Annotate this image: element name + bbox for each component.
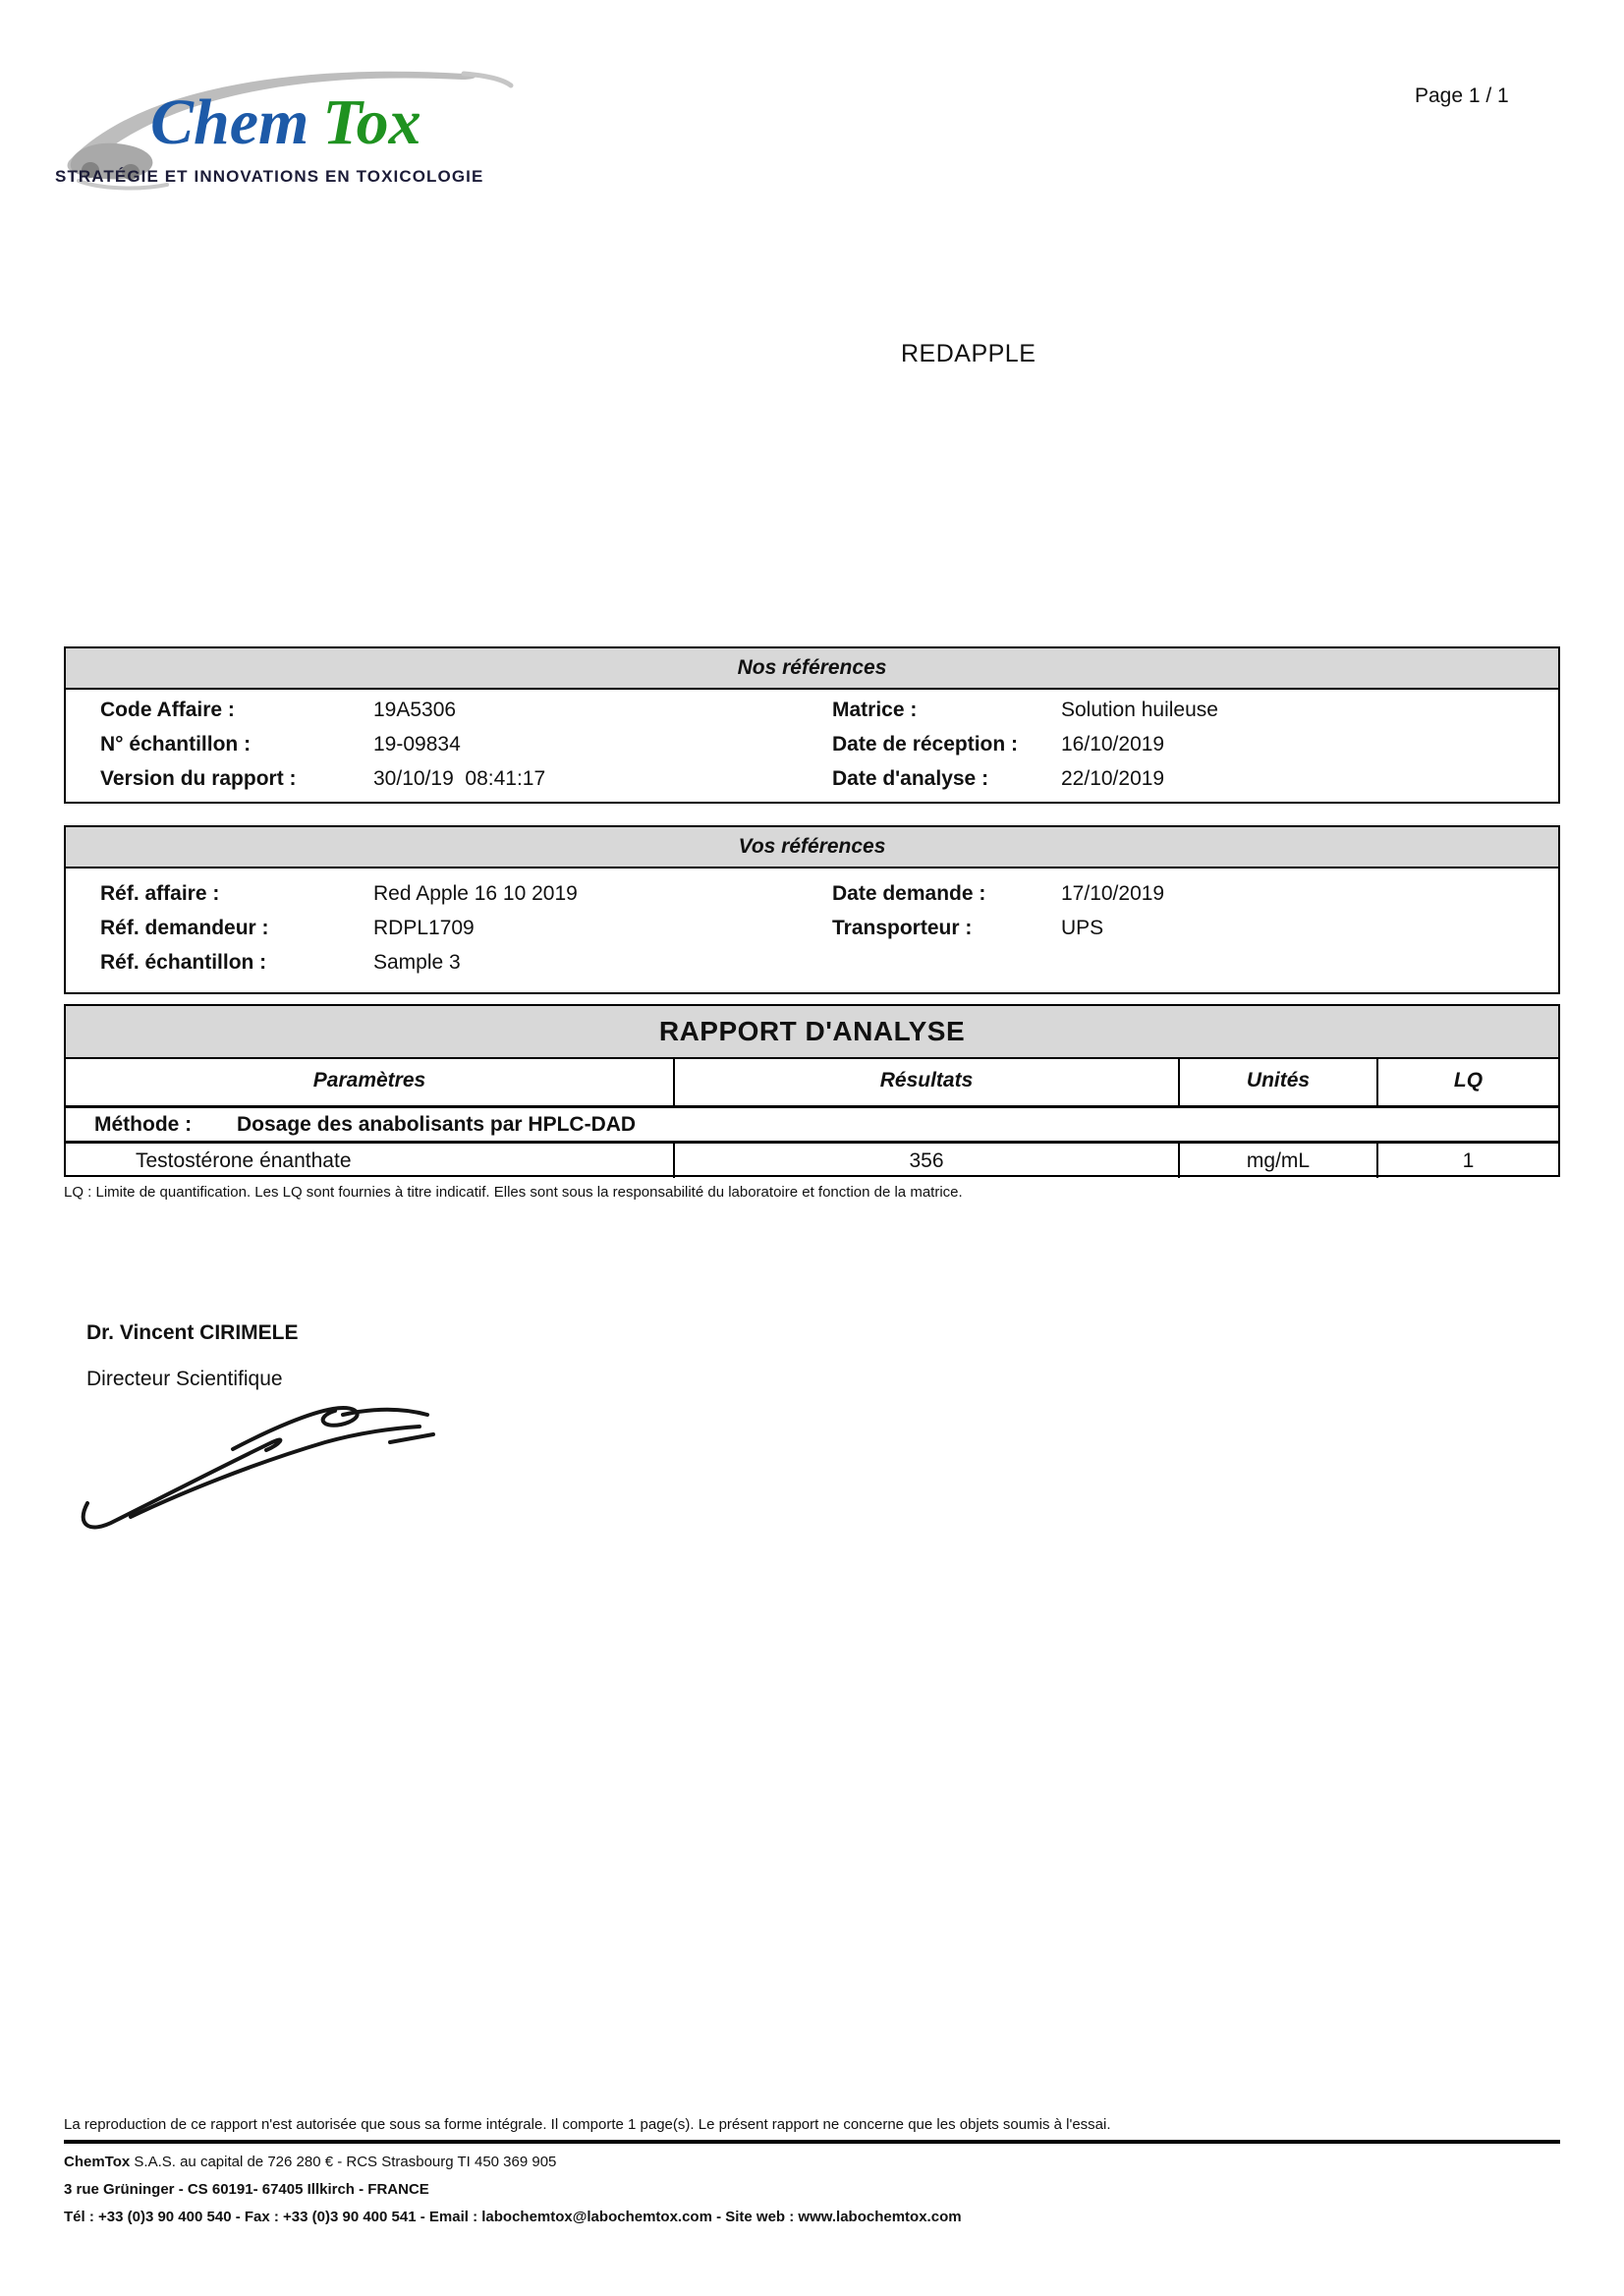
field-label: Réf. demandeur : <box>100 917 269 939</box>
company-registration-line <box>64 2154 556 2170</box>
analysis-column-headers <box>66 1059 1558 1108</box>
field-value: UPS <box>1061 917 1104 939</box>
nos-references-table <box>64 646 1560 804</box>
page-number: Page 1 / 1 <box>1415 84 1509 107</box>
vos-references-title: Vos références <box>66 827 1558 868</box>
field-value: 19-09834 <box>373 733 461 756</box>
company-contact: Tél : +33 (0)3 90 400 540 - Fax : +33 (0)3 90 400 541 - Email : labochemtox@labochemtox.com - Site web : www.labochemtox.com <box>64 2209 962 2225</box>
logo-wordmark <box>150 88 421 157</box>
company-address: 3 rue Grüninger - CS 60191- 67405 Illkirch - FRANCE <box>64 2181 429 2198</box>
field-label: Version du rapport : <box>100 767 297 790</box>
table-row <box>66 945 1558 980</box>
column-header-resultats: Résultats <box>673 1059 1178 1105</box>
field-label: Date d'analyse : <box>832 767 989 790</box>
client-name: REDAPPLE <box>901 340 1036 367</box>
field-label: Réf. affaire : <box>100 882 220 905</box>
result-value: 356 <box>673 1144 1178 1178</box>
method-label: Méthode : <box>94 1113 193 1136</box>
field-value: 22/10/2019 <box>1061 767 1165 790</box>
chemtox-logo <box>39 59 540 201</box>
analysis-report-title: RAPPORT D'ANALYSE <box>66 1006 1558 1059</box>
signature-scrawl <box>74 1387 437 1535</box>
field-label: N° échantillon : <box>100 733 252 756</box>
field-value: Solution huileuse <box>1061 699 1218 721</box>
field-label: Réf. échantillon : <box>100 951 267 974</box>
company-name: ChemTox <box>64 2154 131 2170</box>
lq-footnote: LQ : Limite de quantification. Les LQ sont fournies à titre indicatif. Elles sont sous la responsabilité du laboratoire et fonction de la matrice. <box>64 1184 963 1201</box>
table-row <box>66 693 1558 727</box>
field-label: Transporteur : <box>832 917 973 939</box>
field-value: Red Apple 16 10 2019 <box>373 882 578 905</box>
vos-references-body <box>66 868 1558 980</box>
vos-references-table <box>64 825 1560 994</box>
nos-references-body <box>66 690 1558 796</box>
logo-tagline: STRATÉGIE ET INNOVATIONS EN TOXICOLOGIE <box>55 167 484 186</box>
signatory-role: Directeur Scientifique <box>86 1368 283 1390</box>
table-row <box>66 761 1558 796</box>
column-header-parametres: Paramètres <box>312 1069 426 1092</box>
field-value: 17/10/2019 <box>1061 882 1165 905</box>
field-value: 19A5306 <box>373 699 457 721</box>
column-header-lq: LQ <box>1376 1059 1558 1105</box>
field-label: Date demande : <box>832 882 986 905</box>
signatory-name: Dr. Vincent CIRIMELE <box>86 1321 299 1344</box>
field-value: 16/10/2019 <box>1061 733 1165 756</box>
method-value: Dosage des anabolisants par HPLC-DAD <box>237 1113 637 1136</box>
table-row <box>66 876 1558 911</box>
logo-word-tox: Tox <box>322 86 421 158</box>
result-parameter: Testostérone énanthate <box>136 1149 352 1172</box>
footer-divider <box>64 2140 1560 2144</box>
column-header-unites: Unités <box>1178 1059 1376 1105</box>
field-label: Date de réception : <box>832 733 1019 756</box>
company-registration: S.A.S. au capital de 726 280 € - RCS Strasbourg TI 450 369 905 <box>130 2154 557 2170</box>
result-unit: mg/mL <box>1178 1144 1376 1178</box>
field-label: Code Affaire : <box>100 699 235 721</box>
method-row <box>66 1108 1558 1144</box>
nos-references-title: Nos références <box>66 648 1558 690</box>
field-value: 30/10/19 08:41:17 <box>373 767 546 790</box>
logo-word-chem: Chem <box>150 86 309 158</box>
table-row <box>66 727 1558 761</box>
field-value: Sample 3 <box>373 951 461 974</box>
table-row <box>66 911 1558 945</box>
analysis-report-table <box>64 1004 1560 1177</box>
result-lq: 1 <box>1376 1144 1558 1178</box>
reproduction-note: La reproduction de ce rapport n'est autorisée que sous sa forme intégrale. Il comporte 1 page(s). Le présent rapport ne concerne que les objets soumis à l'essai. <box>64 2116 1111 2133</box>
field-label: Matrice : <box>832 699 918 721</box>
field-value: RDPL1709 <box>373 917 475 939</box>
table-row <box>66 1144 1558 1178</box>
